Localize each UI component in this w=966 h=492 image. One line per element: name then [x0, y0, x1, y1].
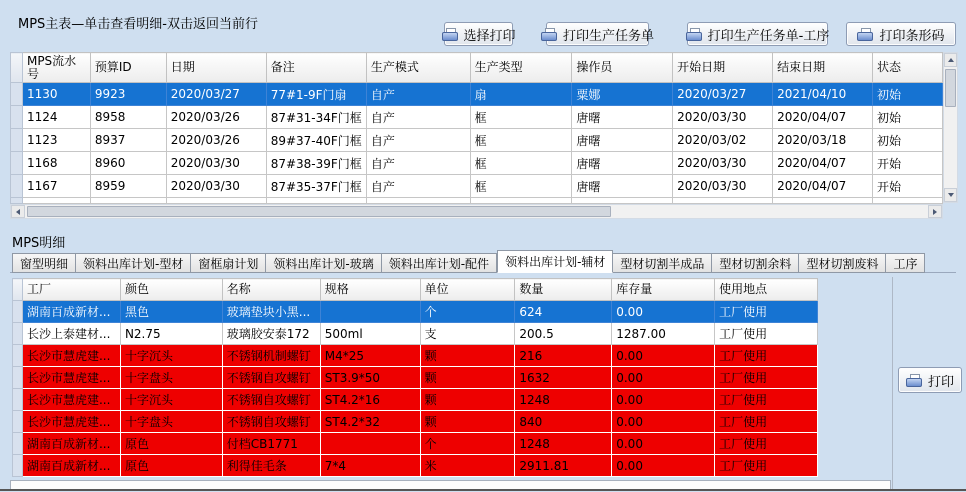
column-header[interactable]: 使用地点 [715, 279, 818, 301]
table-cell[interactable]: 1632 [515, 367, 612, 389]
column-header[interactable]: 预算ID [90, 53, 166, 83]
table-cell[interactable]: 1287.00 [612, 323, 715, 345]
table-cell[interactable]: 216 [515, 345, 612, 367]
column-header[interactable]: 单位 [420, 279, 515, 301]
table-cell[interactable]: 颗 [420, 345, 515, 367]
table-cell[interactable]: 利得佳毛条 [222, 455, 320, 477]
header-row [11, 53, 943, 83]
table-cell[interactable]: 840 [515, 411, 612, 433]
table-cell[interactable]: 开始 [873, 175, 943, 198]
print-production-task-process-button[interactable] [687, 22, 828, 46]
table-cell[interactable]: 8958 [90, 106, 166, 129]
table-cell[interactable]: 自产 [366, 83, 470, 106]
print-production-task-button-label: 打印生产任务单 [563, 28, 655, 44]
table-cell[interactable]: 2020/03/30 [673, 152, 773, 175]
table-cell[interactable]: 624 [515, 301, 612, 323]
table-cell[interactable]: 500ml [320, 323, 420, 345]
column-header[interactable]: 日期 [166, 53, 266, 83]
scroll-right-button[interactable] [928, 205, 942, 218]
table-cell[interactable]: 框 [470, 175, 572, 198]
select-print-button[interactable] [444, 22, 516, 46]
table-cell[interactable]: 1124 [22, 106, 90, 129]
table-cell[interactable]: 1168 [22, 152, 90, 175]
table-cell[interactable]: 个 [420, 301, 515, 323]
table-cell[interactable]: 十字盘头 [120, 411, 222, 433]
table-cell[interactable]: 唐曙 [572, 129, 673, 152]
table-cell [22, 198, 90, 204]
main-section-title: MPS主表—单击查看明细-双击返回当前行 [18, 17, 258, 32]
table-cell[interactable]: 7*4 [320, 455, 420, 477]
table-cell[interactable]: 9923 [90, 83, 166, 106]
column-header[interactable]: 生产类型 [470, 53, 572, 83]
detail-tab-10[interactable]: 工序 [886, 253, 925, 273]
column-header[interactable]: 结束日期 [773, 53, 873, 83]
table-cell[interactable]: 工厂使用 [715, 455, 818, 477]
table-cell[interactable]: 黑色 [120, 301, 222, 323]
table-cell[interactable]: 不锈钢自攻螺钉 [222, 389, 320, 411]
table-cell[interactable]: 2020/03/18 [773, 129, 873, 152]
table-cell[interactable]: 0.00 [612, 455, 715, 477]
table-cell[interactable]: 工厂使用 [715, 345, 818, 367]
table-cell[interactable] [320, 433, 420, 455]
table-cell[interactable]: 开始 [873, 152, 943, 175]
table-cell[interactable]: 颗 [420, 367, 515, 389]
table-cell[interactable]: 8937 [90, 129, 166, 152]
table-cell[interactable]: 1167 [22, 175, 90, 198]
table-cell[interactable]: 2911.81 [515, 455, 612, 477]
row-gutter [13, 433, 23, 455]
select-print-button-label: 选择打印 [463, 28, 516, 44]
table-row[interactable] [13, 323, 818, 345]
table-cell[interactable]: 工厂使用 [715, 433, 818, 455]
table-cell[interactable]: 长沙市慧虎建... [22, 411, 120, 433]
table-row[interactable] [11, 152, 943, 175]
detail-tab-1[interactable]: 窗型明细 [12, 253, 76, 273]
table-cell [773, 198, 873, 204]
horizontal-scrollbar-thumb[interactable] [27, 206, 611, 217]
printer-icon [857, 28, 873, 41]
detail-tab-4[interactable]: 领料出库计划-玻璃 [266, 253, 381, 273]
table-row[interactable] [13, 367, 818, 389]
table-cell[interactable]: 自产 [366, 106, 470, 129]
table-cell[interactable]: 长沙市慧虎建... [22, 367, 120, 389]
detail-tab-9[interactable]: 型材切割废料 [799, 253, 886, 273]
table-row[interactable] [13, 301, 818, 323]
table-cell[interactable]: 2020/04/07 [773, 106, 873, 129]
print-barcode-button[interactable] [846, 22, 956, 46]
table-cell[interactable]: 0.00 [612, 367, 715, 389]
table-cell[interactable]: 自产 [366, 152, 470, 175]
row-gutter [13, 455, 23, 477]
table-cell[interactable]: 十字沉头 [120, 389, 222, 411]
table-cell[interactable]: 颗 [420, 411, 515, 433]
table-cell[interactable]: 2020/03/30 [673, 106, 773, 129]
row-gutter [11, 83, 23, 106]
table-cell[interactable]: 粟娜 [572, 83, 673, 106]
table-cell[interactable]: 0.00 [612, 301, 715, 323]
print-production-task-button[interactable] [546, 22, 655, 46]
table-cell[interactable]: 长沙上泰建材... [22, 323, 120, 345]
row-gutter [13, 411, 23, 433]
table-cell[interactable]: 0.00 [612, 433, 715, 455]
table-row[interactable] [13, 345, 818, 367]
detail-tab-6[interactable]: 领料出库计划-辅材 [497, 250, 613, 273]
row-gutter [11, 152, 23, 175]
scroll-left-button[interactable] [11, 205, 25, 218]
table-cell[interactable]: 初始 [873, 83, 943, 106]
table-row[interactable] [11, 106, 943, 129]
column-header[interactable]: 库存量 [612, 279, 715, 301]
table-cell[interactable]: 不锈钢自攻螺钉 [222, 367, 320, 389]
row-gutter [11, 198, 23, 204]
table-cell[interactable]: 付档CB1771 [222, 433, 320, 455]
table-row[interactable] [13, 389, 818, 411]
mps-detail-table [12, 278, 818, 477]
table-cell[interactable]: 0.00 [612, 411, 715, 433]
table-cell[interactable]: 2020/04/07 [773, 175, 873, 198]
table-cell[interactable]: ST3.9*50 [320, 367, 420, 389]
table-cell[interactable]: 不锈钢自攻螺钉 [222, 411, 320, 433]
table-cell[interactable]: 1248 [515, 433, 612, 455]
table-cell[interactable]: 初始 [873, 106, 943, 129]
table-cell[interactable]: 200.5 [515, 323, 612, 345]
printer-icon [686, 28, 702, 41]
printer-icon [541, 28, 557, 41]
column-header[interactable]: 状态 [873, 53, 943, 83]
row-gutter [13, 345, 23, 367]
main-table-vertical-scrollbar[interactable] [943, 52, 958, 203]
table-cell[interactable]: 个 [420, 433, 515, 455]
table-cell[interactable]: 工厂使用 [715, 301, 818, 323]
table-cell[interactable]: 湖南百成新材... [22, 433, 120, 455]
table-cell [470, 198, 572, 204]
table-cell[interactable]: 自产 [366, 129, 470, 152]
detail-tab-2[interactable]: 领料出库计划-型材 [76, 253, 191, 273]
table-cell[interactable]: 87#31-34F门框 [266, 106, 366, 129]
scroll-up-button[interactable] [944, 53, 957, 67]
table-cell[interactable]: 1123 [22, 129, 90, 152]
grid1 [10, 52, 943, 204]
detail-print-button[interactable] [898, 367, 962, 393]
table-cell[interactable]: 支 [420, 323, 515, 345]
column-header[interactable]: MPS流水号 [22, 53, 90, 83]
detail-tab-3[interactable]: 窗框扇计划 [191, 253, 266, 273]
table-row[interactable] [13, 411, 818, 433]
main-table-horizontal-scrollbar[interactable] [10, 204, 943, 219]
row-gutter [13, 301, 23, 323]
table-cell[interactable]: 2020/03/02 [673, 129, 773, 152]
table-cell[interactable]: 2020/03/30 [673, 175, 773, 198]
gutter-header-cell [11, 53, 23, 83]
table-cell[interactable]: 玻璃垫块小黑... [222, 301, 320, 323]
table-cell[interactable]: 8960 [90, 152, 166, 175]
header-row [13, 279, 818, 301]
row-gutter [13, 389, 23, 411]
table-cell[interactable]: 2020/03/26 [166, 129, 266, 152]
table-cell[interactable]: 工厂使用 [715, 367, 818, 389]
table-cell[interactable]: ST4.2*32 [320, 411, 420, 433]
table-cell[interactable]: 米 [420, 455, 515, 477]
row-gutter [11, 175, 23, 198]
column-header[interactable]: 名称 [222, 279, 320, 301]
table-cell[interactable]: 玻璃胶安泰172 [222, 323, 320, 345]
detail-tab-strip [12, 250, 925, 273]
table-row[interactable] [13, 433, 818, 455]
partial-row [11, 198, 943, 204]
table-cell [673, 198, 773, 204]
table-row[interactable] [11, 129, 943, 152]
column-header[interactable]: 操作员 [572, 53, 673, 83]
vertical-scrollbar-thumb[interactable] [945, 69, 956, 107]
table-cell[interactable]: 唐曙 [572, 175, 673, 198]
table-cell[interactable]: 十字盘头 [120, 367, 222, 389]
table-cell[interactable]: 工厂使用 [715, 411, 818, 433]
row-gutter [13, 367, 23, 389]
table-cell[interactable]: 1130 [22, 83, 90, 106]
right-arrow-icon [933, 209, 937, 215]
table-cell[interactable]: 2020/03/30 [166, 152, 266, 175]
table-cell [572, 198, 673, 204]
table-cell[interactable]: 89#37-40F门框 [266, 129, 366, 152]
print-production-task-process-button-label: 打印生产任务单-工序 [707, 28, 830, 44]
table-cell[interactable]: 湖南百成新材... [22, 455, 120, 477]
detail-tab-8[interactable]: 型材切割余料 [712, 253, 799, 273]
detail-tab-7[interactable]: 型材切割半成品 [613, 253, 712, 273]
down-arrow-icon [948, 193, 954, 197]
gutter-header-cell [13, 279, 23, 301]
table-cell[interactable]: 2020/03/27 [166, 83, 266, 106]
table-cell [90, 198, 166, 204]
table-cell[interactable]: 1248 [515, 389, 612, 411]
table-cell[interactable]: 原色 [120, 433, 222, 455]
table-cell[interactable]: 0.00 [612, 345, 715, 367]
table-cell[interactable]: 2020/03/26 [166, 106, 266, 129]
table-row[interactable] [13, 455, 818, 477]
scroll-down-button[interactable] [944, 188, 957, 202]
table-cell[interactable]: N2.75 [120, 323, 222, 345]
row-gutter [11, 129, 23, 152]
table-cell[interactable]: 湖南百成新材... [22, 301, 120, 323]
table-cell[interactable]: 不锈钢机制螺钉 [222, 345, 320, 367]
mps-main-table [10, 52, 943, 204]
table-cell[interactable]: 87#38-39F门框 [266, 152, 366, 175]
table-cell[interactable]: 自产 [366, 175, 470, 198]
row-gutter [11, 106, 23, 129]
column-header[interactable]: 数量 [515, 279, 612, 301]
table-cell[interactable]: 十字沉头 [120, 345, 222, 367]
detail-section-title: MPS明细 [12, 236, 66, 251]
printer-icon [442, 28, 458, 41]
table-row[interactable] [11, 83, 943, 106]
table-cell [873, 198, 943, 204]
detail-tab-5[interactable]: 领料出库计划-配件 [382, 253, 497, 273]
print-barcode-button-label: 打印条形码 [879, 28, 945, 44]
table-cell [166, 198, 266, 204]
table-cell[interactable]: 框 [470, 129, 572, 152]
printer-icon [906, 374, 922, 387]
column-header[interactable]: 颜色 [120, 279, 222, 301]
table-cell[interactable]: 2021/04/10 [773, 83, 873, 106]
table-cell[interactable]: 0.00 [612, 389, 715, 411]
table-cell[interactable]: M4*25 [320, 345, 420, 367]
table-cell[interactable]: 8959 [90, 175, 166, 198]
table-cell[interactable]: 2020/04/07 [773, 152, 873, 175]
column-header[interactable]: 工厂 [22, 279, 120, 301]
table-cell[interactable]: 原色 [120, 455, 222, 477]
column-header[interactable]: 备注 [266, 53, 366, 83]
table-cell[interactable]: 77#1-9F门扇 [266, 83, 366, 106]
table-cell[interactable]: 初始 [873, 129, 943, 152]
table-cell[interactable]: 扇 [470, 83, 572, 106]
table-cell[interactable]: 工厂使用 [715, 323, 818, 345]
table-cell[interactable]: 颗 [420, 389, 515, 411]
column-header[interactable]: 开始日期 [673, 53, 773, 83]
table-cell[interactable]: 2020/03/30 [166, 175, 266, 198]
left-arrow-icon [16, 209, 20, 215]
table-cell[interactable]: 长沙市慧虎建... [22, 389, 120, 411]
table-cell [266, 198, 366, 204]
column-header[interactable]: 规格 [320, 279, 420, 301]
up-arrow-icon [948, 58, 954, 62]
table-cell[interactable]: 框 [470, 152, 572, 175]
table-cell[interactable]: 唐曙 [572, 106, 673, 129]
detail-panel-right-edge [892, 277, 893, 491]
table-cell[interactable]: 2020/03/27 [673, 83, 773, 106]
column-header[interactable]: 生产模式 [366, 53, 470, 83]
table-cell[interactable]: 唐曙 [572, 152, 673, 175]
window-bottom-edge [0, 489, 966, 491]
table-cell [366, 198, 470, 204]
table-cell[interactable]: ST4.2*16 [320, 389, 420, 411]
table-row[interactable] [11, 175, 943, 198]
table-cell[interactable]: 工厂使用 [715, 389, 818, 411]
row-gutter [13, 323, 23, 345]
table-cell[interactable] [320, 301, 420, 323]
grid2 [12, 278, 818, 477]
table-cell[interactable]: 87#35-37F门框 [266, 175, 366, 198]
detail-print-button-label: 打印 [927, 374, 954, 390]
table-cell[interactable]: 长沙市慧虎建... [22, 345, 120, 367]
table-cell[interactable]: 框 [470, 106, 572, 129]
